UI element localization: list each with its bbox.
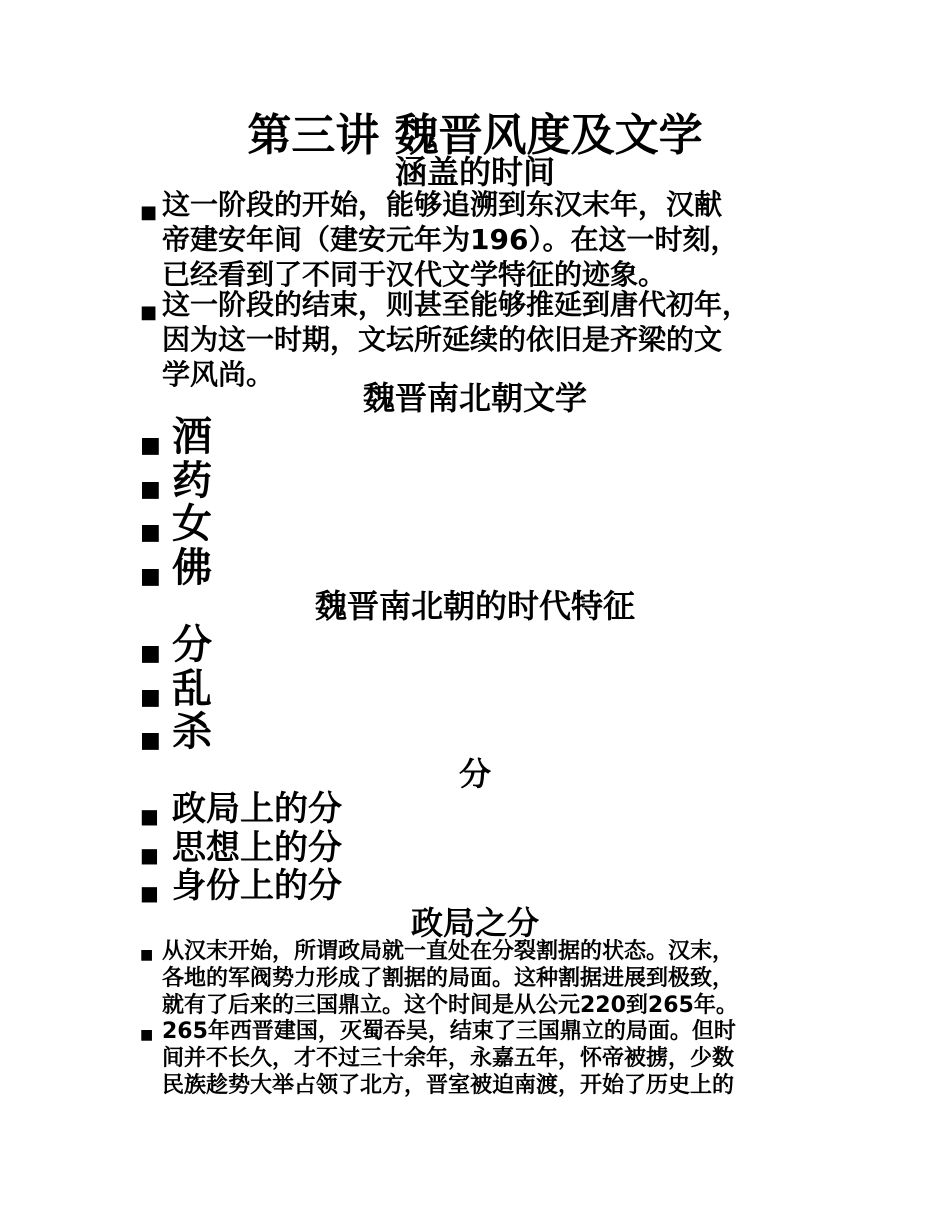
literature-list (140, 416, 212, 590)
list-item (140, 665, 212, 712)
paragraph-line: 因为这一时期，文坛所延续的依旧是齐梁的文 (162, 323, 723, 356)
paragraph-line: 帝建安年间（建安元年为196）。在这一时刻， (162, 223, 739, 256)
paragraph-line: 从汉末开始，所谓政局就一直处在分裂割据的状态。汉末， (162, 939, 735, 964)
square-bullet-icon: ■ (140, 804, 159, 828)
paragraph-line: 学风尚。 (162, 358, 275, 391)
square-bullet-icon: ■ (140, 202, 158, 223)
paragraph-scope-start (140, 187, 820, 292)
square-bullet-icon: ■ (140, 1027, 154, 1043)
paragraph-line: 间并不长久，才不过三十余年，永嘉五年，怀帝被掳，少数 (162, 1046, 735, 1071)
square-bullet-icon: ■ (140, 881, 159, 905)
list-item (140, 790, 342, 829)
list-item (140, 416, 212, 460)
square-bullet-icon: ■ (140, 302, 158, 323)
list-item-label: 乱 (172, 665, 212, 712)
features-list (140, 624, 212, 755)
section-heading-features: 魏晋南北朝的时代特征 (314, 587, 635, 625)
list-item (140, 544, 212, 591)
square-bullet-icon: ■ (140, 684, 161, 710)
list-item-label: 佛 (172, 544, 212, 591)
list-item-label: 思想上的分 (172, 827, 342, 868)
paragraph-line: 这一阶段的结束，则甚至能够推延到唐代初年， (162, 288, 751, 321)
paragraph-line: 就有了后来的三国鼎立。这个时间是从公元220到265年。 (162, 993, 738, 1018)
paragraph-scope-end (140, 287, 820, 392)
page-title: 第三讲 魏晋风度及文学 (247, 110, 703, 161)
list-item (140, 829, 342, 868)
section-heading-literature: 魏晋南北朝文学 (362, 379, 587, 417)
list-item (140, 711, 212, 755)
list-item-label: 杀 (172, 709, 212, 755)
list-item-label: 药 (172, 457, 212, 504)
section-heading-political: 政局之分 (410, 904, 539, 942)
list-item (140, 503, 212, 547)
paragraph-line: 各地的军阀势力形成了割据的局面。这种割据进展到极致， (162, 966, 735, 991)
division-list (140, 790, 342, 906)
paragraph-line: 265年西晋建国，灭蜀吞吴，结束了三国鼎立的局面。但时 (162, 1019, 736, 1044)
section-heading-scope: 涵盖的时间 (394, 153, 555, 191)
list-item-label: 酒 (172, 414, 212, 460)
square-bullet-icon: ■ (140, 476, 161, 502)
list-item (140, 624, 212, 668)
square-bullet-icon: ■ (140, 842, 159, 867)
square-bullet-icon: ■ (140, 641, 161, 666)
list-item (140, 867, 342, 906)
paragraph-line: 这一阶段的开始，能够追溯到东汉末年，汉献 (162, 188, 723, 221)
paragraph-line: 已经看到了不同于汉代文学特征的迹象。 (162, 258, 667, 291)
paragraph-political-han (140, 938, 820, 1019)
list-item (140, 457, 212, 504)
paragraph-line: 民族趁势大举占领了北方，晋室被迫南渡，开始了历史上的 (162, 1073, 735, 1098)
section-heading-division: 分 (458, 755, 491, 793)
list-item-label: 分 (172, 622, 212, 668)
square-bullet-icon: ■ (140, 520, 161, 545)
list-item-label: 女 (172, 501, 212, 547)
square-bullet-icon: ■ (140, 947, 154, 963)
list-item-label: 身份上的分 (172, 866, 342, 906)
square-bullet-icon: ■ (140, 728, 161, 753)
paragraph-political-jin (140, 1018, 820, 1099)
square-bullet-icon: ■ (140, 433, 161, 458)
square-bullet-icon: ■ (140, 563, 161, 589)
list-item-label: 政局上的分 (172, 789, 342, 829)
